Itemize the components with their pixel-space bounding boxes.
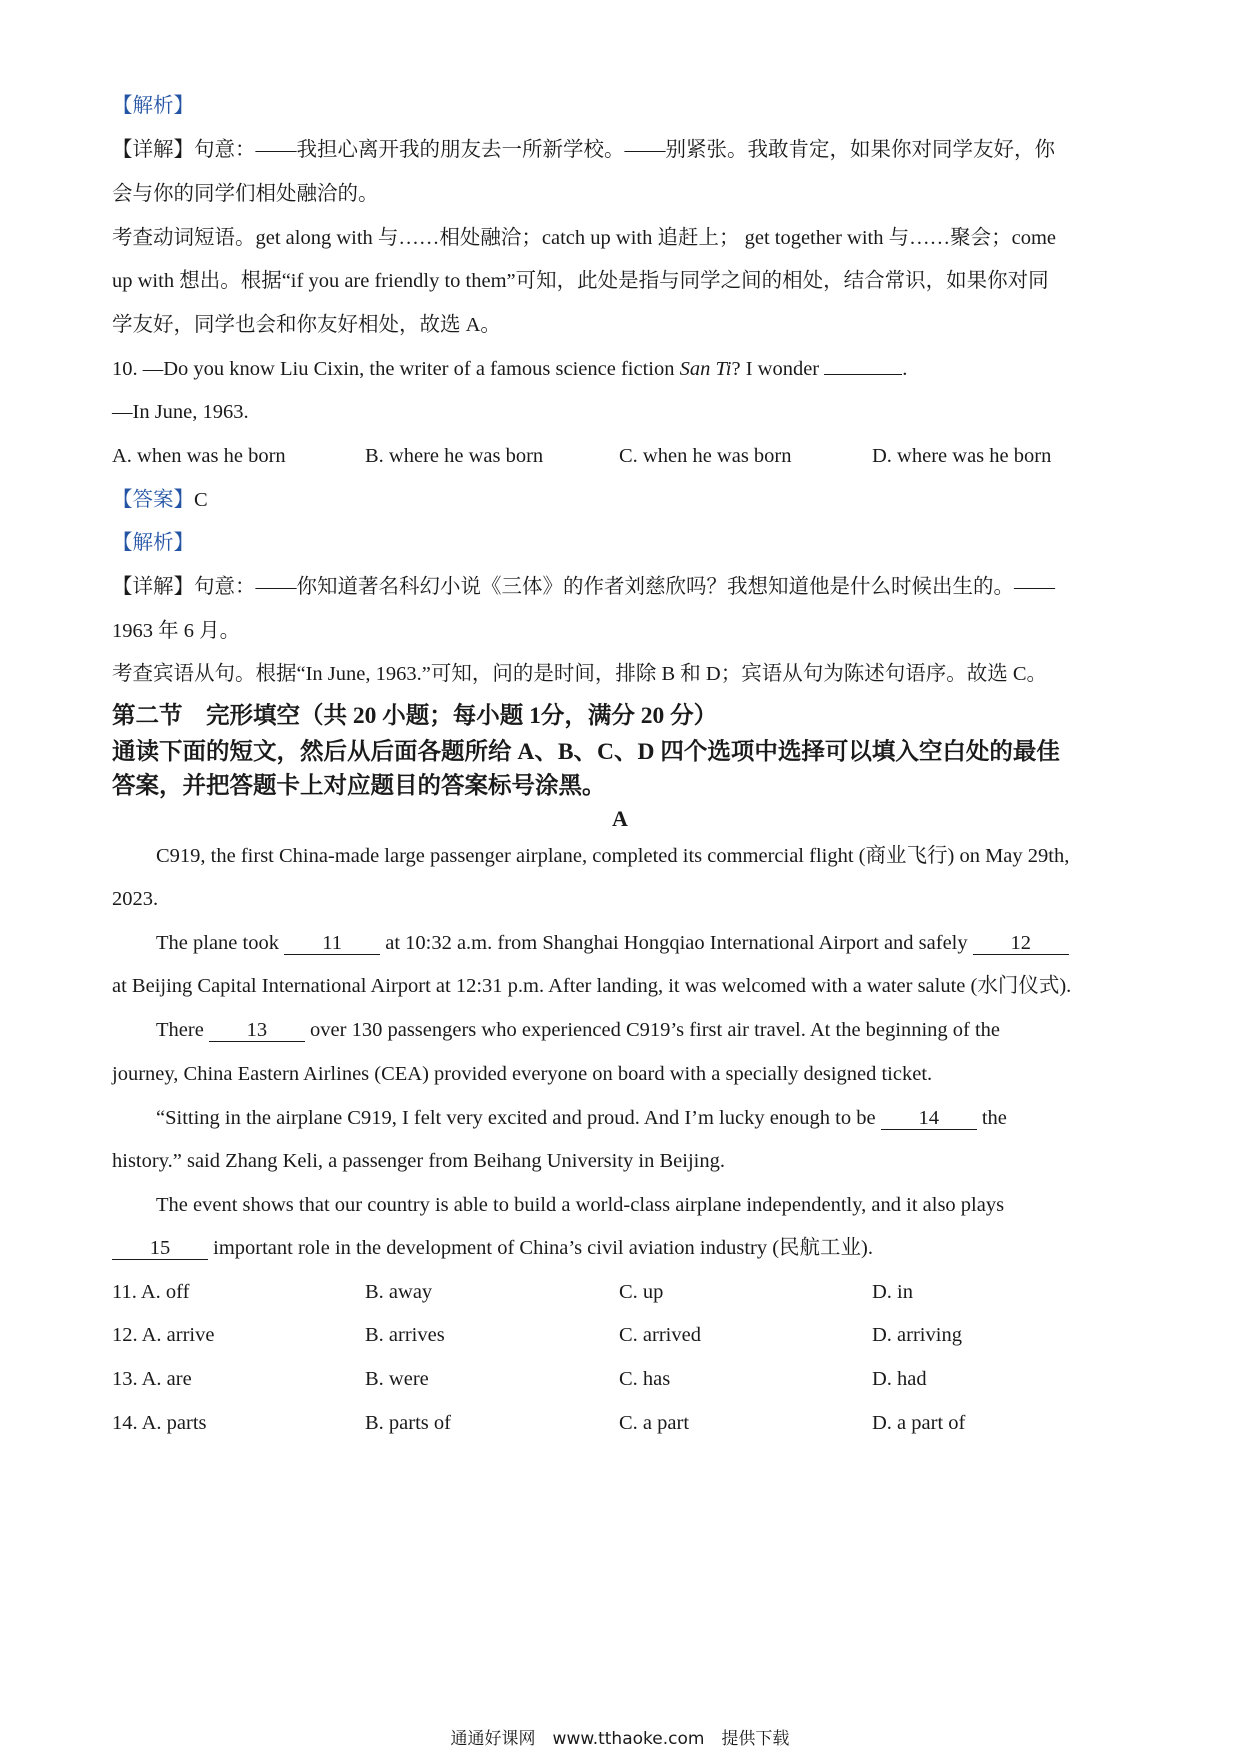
choice-13-d: D. had (872, 1368, 927, 1390)
passage-p2-line-2: at Beijing Capital International Airport at 12:31 p.m. After landing, it was welcomed with a water salute (水门仪式). (112, 975, 1072, 997)
choice-14-b: B. parts of (365, 1412, 451, 1434)
passage-p4-pre: “Sitting in the airplane C919, I felt very excited and proud. And I’m lucky enough to be (156, 1107, 876, 1129)
q10-option-a: A. when was he born (112, 445, 286, 467)
q10-stem-pre: 10. —Do you know Liu Cixin, the writer of a famous science fiction (112, 358, 680, 380)
q10-analysis-label: 【解析】 (112, 532, 194, 554)
page-footer: 通通好课网 www.tthaoke.com 提供下载 (450, 1729, 790, 1749)
passage-p2-pre: The plane took (156, 932, 279, 954)
choice-13-c: C. has (619, 1368, 671, 1390)
blank-11: 11 (284, 932, 380, 955)
section2-instruction-2: 答案，并把答题卡上对应题目的答案标号涂黑。 (112, 773, 606, 799)
passage-p5-line-2 (112, 1234, 1132, 1262)
choice-12-b: B. arrives (365, 1324, 445, 1346)
passage-p5-line-1: The event shows that our country is able to build a world-class airplane independently, and it also plays (156, 1194, 1005, 1216)
passage-p2-mid: at 10:32 a.m. from Shanghai Hongqiao International Airport and safely (385, 932, 968, 954)
q10-blank (824, 374, 902, 375)
choice-13-a: 13. A. are (112, 1368, 192, 1390)
choice-11-d: D. in (872, 1281, 913, 1303)
q10-detail-line-1: 【详解】句意：——你知道著名科幻小说《三体》的作者刘慈欣吗？我想知道他是什么时候出生的。—— (112, 576, 1055, 598)
q9-detail-line-1: 【详解】句意：——我担心离开我的朋友去一所新学校。——别紧张。我敢肯定，如果你对同学友好，你 (112, 139, 1055, 161)
q10-stem-post: ? I wonder (731, 358, 820, 380)
q9-analysis-label: 【解析】 (112, 95, 194, 117)
passage-p4-line-1 (156, 1104, 1132, 1132)
passage-p3-line-1 (156, 1016, 1132, 1044)
passage-p4-line-2: history.” said Zhang Keli, a passenger from Beihang University in Beijing. (112, 1150, 725, 1172)
passage-p1-line-1: C919, the first China-made large passenger airplane, completed its commercial flight (商业飞行) on May 29th, (156, 845, 1070, 867)
q10-stem-title: San Ti (679, 358, 732, 380)
q10-answer-label: 【答案】 (112, 489, 194, 511)
choice-11-c: C. up (619, 1281, 664, 1303)
q9-detail-line-2: 会与你的同学们相处融洽的。 (112, 183, 379, 205)
q10-option-d: D. where was he born (872, 445, 1052, 467)
q10-option-b: B. where he was born (365, 445, 544, 467)
q9-exam-line-3: 学友好，同学也会和你友好相处，故选 A。 (112, 314, 501, 336)
choice-14-d: D. a part of (872, 1412, 966, 1434)
choice-12-c: C. arrived (619, 1324, 701, 1346)
blank-13: 13 (209, 1019, 305, 1042)
choice-12-d: D. arriving (872, 1324, 962, 1346)
passage-p3-line-2: journey, China Eastern Airlines (CEA) provided everyone on board with a specially designed ticket. (112, 1063, 933, 1085)
passage-p4-post: the (981, 1107, 1007, 1129)
q10-option-c: C. when he was born (619, 445, 792, 467)
choice-14-a: 14. A. parts (112, 1412, 207, 1434)
q10-answer (112, 486, 1132, 514)
section2-instruction-1: 通读下面的短文，然后从后面各题所给 A、B、C、D 四个选项中选择可以填入空白处的最佳 (112, 739, 1060, 765)
passage-label: A (612, 806, 628, 831)
blank-15: 15 (112, 1237, 208, 1260)
q10-exam-line: 考查宾语从句。根据“In June, 1963.”可知，问的是时间，排除 B 和 D；宾语从句为陈述句语序。故选 C。 (112, 663, 1047, 685)
choice-14-c: C. a part (619, 1412, 690, 1434)
section2-title: 第二节 完形填空（共 20 小题；每小题 1分，满分 20 分） (112, 703, 718, 729)
q9-exam-line-2: up with 想出。根据“if you are friendly to them”可知，此处是指与同学之间的相处，结合常识，如果你对同 (112, 270, 1049, 292)
blank-14: 14 (881, 1107, 977, 1130)
q10-stem-end: . (902, 358, 908, 380)
passage-p2-line-1 (156, 929, 1132, 957)
q10-answer-value: C (194, 489, 208, 511)
choice-11-a: 11. A. off (112, 1281, 190, 1303)
choice-12-a: 12. A. arrive (112, 1324, 215, 1346)
passage-p3-post: over 130 passengers who experienced C919’s first air travel. At the beginning of the (310, 1019, 1001, 1041)
q10-stem (112, 355, 1132, 383)
q9-exam-line-1: 考查动词短语。get along with 与……相处融洽；catch up with 追赶上； get together with 与……聚会；come (112, 227, 1057, 249)
choice-11-b: B. away (365, 1281, 433, 1303)
choice-13-b: B. were (365, 1368, 429, 1390)
passage-p3-pre: There (156, 1019, 204, 1041)
passage-p1-line-2: 2023. (112, 888, 159, 910)
passage-p5-post: important role in the development of China’s civil aviation industry (民航工业). (213, 1237, 873, 1259)
q10-reply: —In June, 1963. (112, 401, 249, 423)
q10-detail-line-2: 1963 年 6 月。 (112, 620, 241, 642)
blank-12: 12 (973, 932, 1069, 955)
